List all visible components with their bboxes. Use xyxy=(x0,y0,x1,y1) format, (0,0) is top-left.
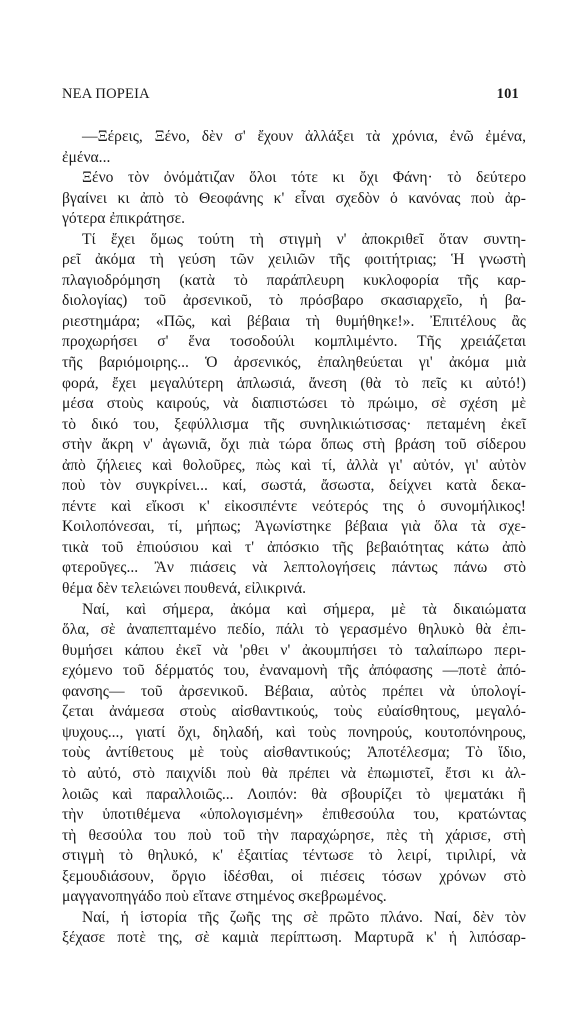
text-line: βγαίνει κι ἀπὸ τὸ Θεοφάνης κ' εἶναι σχεδὸν ὁ κανόνας ποὺ ἀρ- xyxy=(62,189,526,207)
text-line: φτεροῦγες... Ἂν πιάσεις νὰ λεπτολογήσεις πάντως πάνω στὸ xyxy=(62,559,526,577)
text-line: θέμα δὲν τελειώνει πουθενά, εἰλικρινά. xyxy=(62,580,307,598)
text-line: Ναί, ἡ ἱστορία τῆς ζωῆς της σὲ πρῶτο πλάνο. Ναί, δὲν τὸν xyxy=(82,908,526,926)
running-title: ΝΕΑ ΠΟΡΕΙΑ xyxy=(62,86,150,102)
text-line: εχόμενο τοῦ δέρματός του, ἐναναμονὴ τῆς ἀπόφασης —ποτὲ ἀπό- xyxy=(62,662,526,680)
text-line: λοιῶς καὶ παραλλοιῶς... Λοιπόν: θὰ σβουρίζει τὸ ψεματάκι ἢ xyxy=(62,785,526,803)
text-line: ἀπὸ ζήλειες καὶ θολοῦρες, πὼς καὶ τί, ἀλλὰ γι' αὐτόν, γι' αὐτὸν xyxy=(62,456,526,474)
text-line: ξέχασε ποτὲ της, σὲ καμιὰ περίπτωση. Μαρτυρᾶ κ' ἡ λιπόσαρ- xyxy=(62,929,526,947)
text-line: μέσα στοὺς καιρούς, νὰ διαπιστώσει τὸ πρώιμο, σὲ σχέση μὲ xyxy=(62,395,526,413)
text-line: τῆς βαριόμοιρης... Ὁ ἀρσενικός, ἐπαληθεύεται γι' ἀκόμα μιὰ xyxy=(62,354,526,372)
text-line: στιγμὴ τὸ θηλυκό, κ' ἐξαιτίας τέντωσε τὸ λειρί, τιριλιρί, νὰ xyxy=(62,847,526,865)
text-line: πέντε καὶ εἴκοσι κ' εἰκοσιπέντε νεότερός της ὁ συνομήλικος! xyxy=(62,497,526,515)
text-line: —Ξέρεις, Ξένο, δὲν σ' ἔχουν ἀλλάξει τὰ χρόνια, ἐνῶ ἐμένα, xyxy=(82,128,526,145)
text-line: Ναί, καὶ σήμερα, ἀκόμα καὶ σήμερα, μὲ τὰ δικαιώματα xyxy=(82,600,526,618)
text-line: θυμήσει κάπου ἐκεῖ νὰ 'ρθει ν' ἀκουμπήσει τὸ ταλαίπωρο περι- xyxy=(62,641,526,659)
text-line: Τί ἔχει ὅμως τούτη τὴ στιγμὴ ν' ἀποκριθεῖ ὅταν συντη- xyxy=(82,230,526,248)
text-line: πλαγιοδρόμηση (κατὰ τὸ παράπλευρη κυκλοφορία τῆς καρ- xyxy=(62,271,526,289)
text-line: ὅλα, σὲ ἀναπεπταμένο πεδίο, πάλι τὸ γερασμένο θηλυκὸ θὰ ἐπι- xyxy=(62,621,526,639)
text-line: Ξένο τὸν ὀνόμἀτιζαν ὅλοι τότε κι ὄχι Φάνη· τὸ δεύτερο xyxy=(82,169,526,187)
text-line: διολογίας) τοῦ ἀρσενικοῦ, τὸ πρόσβαρο σκασιαρχεῖο, ἡ βα- xyxy=(62,292,526,310)
text-line: τοὺς ἀντίθετους μὲ τοὺς αἰσθαντικούς; Ἀποτέλεσμα; Τὸ ἴδιο, xyxy=(62,744,526,762)
text-line: ζεται ἀνάμεσα στοὺς αἰσθαντικούς, τοὺς εὐαίσθητους, μεγαλό- xyxy=(62,703,526,721)
text-line: μαγγανοπηγάδο ποὺ εἴτανε στημένος σκεβρωμένος. xyxy=(62,888,387,906)
text-line: φορά, ἔχει μεγαλύτερη ἁπλωσιά, ἄνεση (θὰ τὸ πεῖς κι αὐτό!) xyxy=(62,374,526,392)
running-head xyxy=(62,86,519,106)
text-line: τικὰ τοῦ ἐπιούσιου καὶ τ' ἀπόσκιο τῆς βεβαιότητας κάτω ἀπὸ xyxy=(62,538,526,556)
page-number: 101 xyxy=(496,86,519,102)
text-line: φανσης— τοῦ ἀρσενικοῦ. Βέβαια, αὐτὸς πρέπει νὰ ὑπολογί- xyxy=(62,682,526,700)
text-line: τὴ θεσούλα του ποὺ τοῦ τὴν παραχώρησε, πὲς τὴ χάρισε, στὴ xyxy=(62,826,526,844)
text-line: ψυχους..., γιατί ὄχι, δηλαδή, καὶ τοὺς πονηρούς, κουτοπόνηρους, xyxy=(62,723,526,741)
text-line: τὸ αὐτό, στὸ παιχνίδι ποὺ θὰ πρέπει νὰ ἐπωμιστεῖ, ἔτσι κι ἀλ- xyxy=(62,764,526,782)
text-line: ξεμουδιάσουν, ὄργιο ἰδέσθαι, οἱ πιέσεις τόσων χρόνων στὸ xyxy=(62,867,526,885)
text-line: ρεῖ ἀκόμα τὴ γεύση τῶν χειλιῶν τῆς φοιτήτριας; Ἡ γνωστὴ xyxy=(62,251,526,269)
text-line: ἐμένα... xyxy=(62,148,111,166)
text-line: γότερα ἐπικράτησε. xyxy=(62,210,186,228)
body-text xyxy=(62,127,526,949)
text-line: προχωρήσει σ' ἕνα τοσοδούλι κομπλιμέντο. Τῆς χρειάζεται xyxy=(62,333,526,351)
text-line: Κοιλοπόνεσαι, τί, μήπως; Ἀγωνίστηκε βέβαια γιὰ ὅλα τὰ σχε- xyxy=(62,518,526,536)
text-line: ποὺ τὸν συγκρίνει... καί, σωστά, ἄσωστα, δείχνει κατὰ δεκα- xyxy=(62,477,526,495)
text-line: στὴν ἄκρη ν' ἀγωνιᾶ, ὄχι πιὰ τώρα ὅπως στὴ βράση τοῦ σίδερου xyxy=(62,436,526,454)
text-line: τὴν ὑποτιθέμενα «ὑπολογισμένη» ἐπιθεσούλα του, κρατώντας xyxy=(62,806,526,824)
text-line: τὸ δικό του, ξεφύλλισμα τῆς συνηλικιώτισσας· πεταμένη ἐκεῖ xyxy=(62,415,526,433)
text-line: ριεστημάρα; «Πῶς, καὶ βέβαια τὴ θυμήθηκε!». Ἐπιτέλους ἂς xyxy=(62,312,526,330)
